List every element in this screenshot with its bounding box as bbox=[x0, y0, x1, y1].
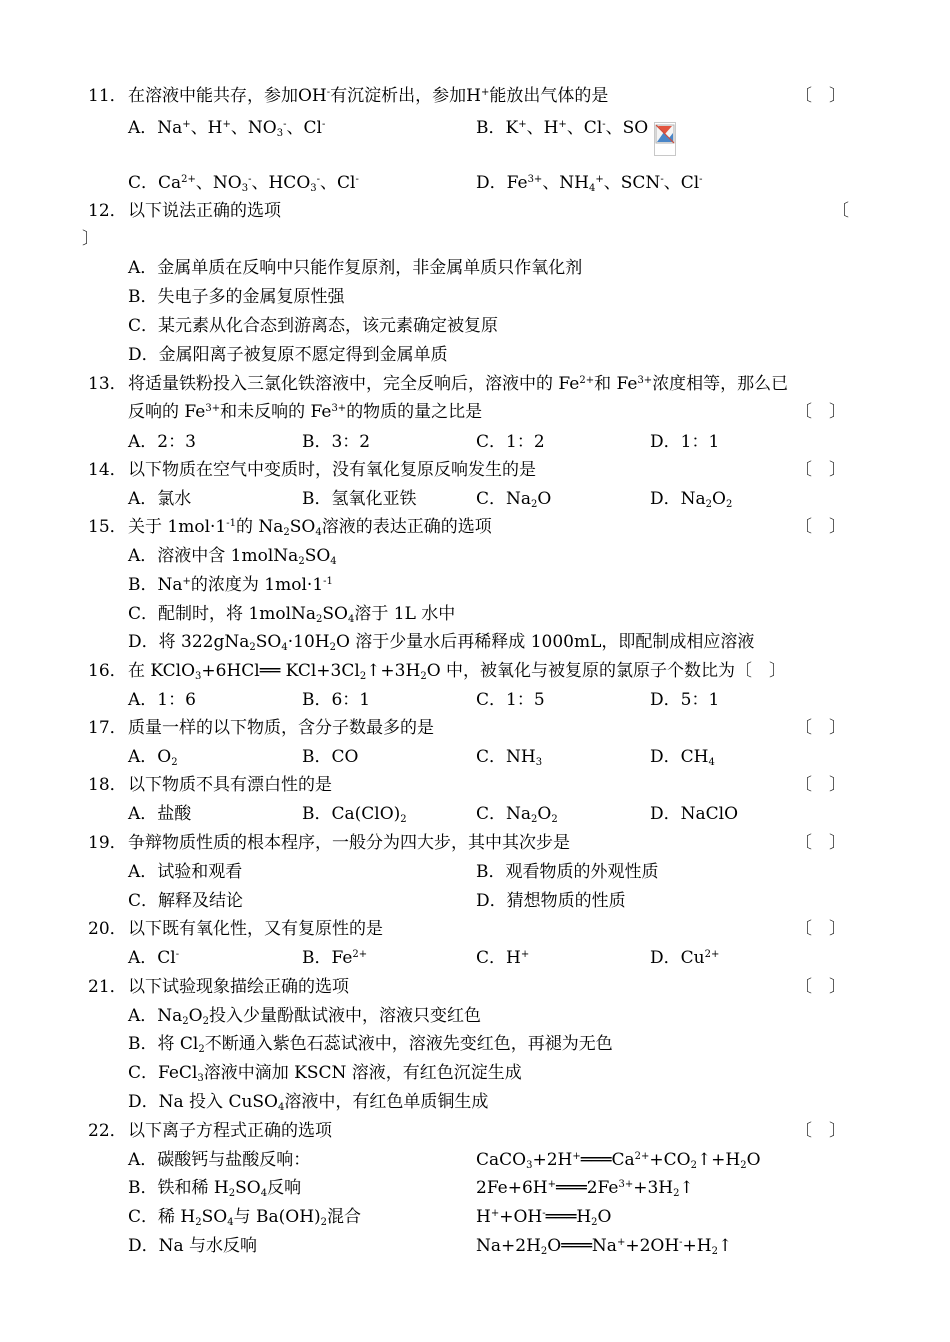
question-21-option-a: A．$Na_2O_2$投入少量酚酞试液中，溶液只变红色 bbox=[128, 1006, 481, 1027]
question-16-stem: 在 KClO$_3$+6HCl══ $KCl+3Cl_2↑+3H_2O$ 中，被氧化与被复原的氯原子个数比为〔 〕 bbox=[128, 661, 787, 682]
question-18-bracket: 〔 〕 bbox=[795, 775, 846, 795]
question-19-option-c: C．解释及结论 bbox=[128, 891, 244, 911]
question-20-bracket: 〔 〕 bbox=[795, 919, 846, 939]
question-11-number: 11． bbox=[88, 86, 127, 106]
question-16-option-c: C．1：5 bbox=[476, 690, 545, 710]
question-14-bracket: 〔 〕 bbox=[795, 460, 846, 480]
question-15-option-a: A．溶液中含 $1molNa_2SO_4$ bbox=[128, 546, 337, 567]
question-12-option-b: B．失电子多的金属复原性强 bbox=[128, 287, 345, 307]
question-22-equation-c: $H^++OH^-═══H_2O$ bbox=[476, 1207, 612, 1228]
question-12-bracket-open: 〔 bbox=[832, 201, 849, 221]
question-11-option-b: B．K+、H+、Cl-、SO bbox=[476, 118, 649, 138]
question-21-option-b: B．将 $Cl_2$不断通入紫色石蕊试液中，溶液先变红色，再褪为无色 bbox=[128, 1034, 613, 1055]
question-11-option-a: A．Na+、H+、$NO_3^-$、Cl- bbox=[128, 118, 326, 139]
question-19-bracket: 〔 〕 bbox=[795, 833, 846, 853]
question-19-option-b: B．观看物质的外观性质 bbox=[476, 862, 659, 882]
question-13-option-c: C．1：2 bbox=[476, 432, 545, 452]
question-22-equation-d: $Na+2H_2O═══Na^++2OH^-+H_2↑$ bbox=[476, 1236, 733, 1257]
question-21-number: 21． bbox=[88, 977, 127, 997]
question-13-option-b: B．3：2 bbox=[302, 432, 371, 452]
question-22-option-a: A．碳酸钙与盐酸反响： bbox=[128, 1150, 311, 1170]
question-22-bracket: 〔 〕 bbox=[795, 1121, 846, 1141]
question-20-option-c: C．H+ bbox=[476, 948, 530, 968]
question-11-option-d: D．$Fe^{3+}$、$NH_4^+$、SCN-、Cl- bbox=[476, 173, 703, 194]
question-12-option-a: A．金属单质在反响中只能作复原剂，非金属单质只作氧化剂 bbox=[128, 258, 583, 278]
question-18-option-d: D．NaClO bbox=[650, 804, 739, 824]
question-22-option-b: B．铁和稀 $H_2SO_4$反响 bbox=[128, 1178, 302, 1199]
question-13-bracket: 〔 〕 bbox=[795, 402, 846, 422]
question-15-option-c: C．配制时，将 $1molNa_2SO_4$溶于 1L 水中 bbox=[128, 604, 456, 625]
question-20-option-a: A．Cl- bbox=[128, 948, 180, 968]
question-17-stem: 质量一样的以下物质，含分子数最多的是 bbox=[128, 718, 434, 738]
question-13-number: 13． bbox=[88, 374, 127, 394]
question-19-option-a: A．试验和观看 bbox=[128, 862, 243, 882]
question-22-option-c: C．稀 $H_2SO_4$与 $Ba(OH)_2$混合 bbox=[128, 1207, 362, 1228]
question-12-number: 12． bbox=[88, 201, 127, 221]
question-16-option-b: B．6：1 bbox=[302, 690, 371, 710]
question-14-stem: 以下物质在空气中变质时，没有氧化复原反响发生的是 bbox=[128, 460, 536, 480]
question-11-stem: 在溶液中能共存，参加OH-有沉淀析出，参加H+能放出气体的是 bbox=[128, 86, 609, 106]
question-18-number: 18． bbox=[88, 775, 127, 795]
question-17-option-b: B．CO bbox=[302, 747, 359, 767]
question-12-bracket-close: 〕 bbox=[82, 229, 99, 249]
question-17-number: 17． bbox=[88, 718, 127, 738]
question-18-stem: 以下物质不具有漂白性的是 bbox=[128, 775, 332, 795]
question-16-option-d: D．5：1 bbox=[650, 690, 720, 710]
question-16-number: 16． bbox=[88, 661, 127, 681]
question-15-option-d: D．将 $322gNa_2SO_4\cdot 10H_2O$ 溶于少量水后再稀释成 1000mL，即配制成相应溶液 bbox=[128, 632, 755, 653]
question-17-bracket: 〔 〕 bbox=[795, 718, 846, 738]
question-22-number: 22． bbox=[88, 1121, 127, 1141]
question-19-number: 19． bbox=[88, 833, 127, 853]
question-18-option-a: A．盐酸 bbox=[128, 804, 192, 824]
question-17-option-d: D．$CH_4$ bbox=[650, 747, 715, 768]
question-20-stem: 以下既有氧化性，又有复原性的是 bbox=[128, 919, 383, 939]
question-20-option-b: B．$Fe^{2+}$ bbox=[302, 948, 368, 968]
question-14-option-b: B．氢氧化亚铁 bbox=[302, 489, 417, 509]
question-14-option-c: C．$Na_2O$ bbox=[476, 489, 552, 510]
question-16-option-a: A．1：6 bbox=[128, 690, 196, 710]
question-22-equation-a: $CaCO_3+2H^+═══Ca^{2+}+CO_2↑+H_2O$ bbox=[476, 1150, 761, 1171]
question-22-option-d: D．Na 与水反响 bbox=[128, 1236, 258, 1256]
question-15-number: 15． bbox=[88, 517, 127, 537]
question-13-option-d: D．1：1 bbox=[650, 432, 720, 452]
question-21-bracket: 〔 〕 bbox=[795, 977, 846, 997]
question-22-stem: 以下离子方程式正确的选项 bbox=[128, 1121, 332, 1141]
question-20-option-d: D．$Cu^{2+}$ bbox=[650, 948, 720, 968]
question-11-bracket: 〔 〕 bbox=[795, 86, 846, 106]
question-12-option-d: D．金属阳离子被复原不愿定得到金属单质 bbox=[128, 345, 448, 365]
question-19-option-d: D．猜想物质的性质 bbox=[476, 891, 626, 911]
broken-image-icon bbox=[654, 122, 676, 156]
question-13-stem: 将适量铁粉投入三氯化铁溶液中，完全反响后，溶液中的 $Fe^{2+}$和 $Fe^{3+}$浓度相等，那么已 bbox=[128, 374, 789, 394]
question-14-number: 14． bbox=[88, 460, 127, 480]
question-13-stem-line2: 反响的 $Fe^{3+}$和未反响的 $Fe^{3+}$的物质的量之比是 bbox=[128, 402, 483, 422]
question-18-option-c: C．$Na_2O_2$ bbox=[476, 804, 558, 825]
question-12-stem: 以下说法正确的选项 bbox=[128, 201, 281, 221]
question-15-bracket: 〔 〕 bbox=[795, 517, 846, 537]
question-15-option-b: B．Na+的浓度为 $1mol\cdot 1^{-1}$ bbox=[128, 575, 333, 595]
question-17-option-a: A．$O_2$ bbox=[128, 747, 178, 768]
question-18-option-b: B．$Ca(ClO)_2$ bbox=[302, 804, 407, 825]
question-17-option-c: C．$NH_3$ bbox=[476, 747, 543, 768]
question-12-option-c: C．某元素从化合态到游离态，该元素确定被复原 bbox=[128, 316, 499, 336]
question-13-option-a: A．2：3 bbox=[128, 432, 196, 452]
question-21-stem: 以下试验现象描绘正确的选项 bbox=[128, 977, 349, 997]
question-11-option-c: C．$Ca^{2+}$、$NO_3^-$、$HCO_3^-$、Cl- bbox=[128, 173, 359, 194]
question-21-option-d: D．Na 投入 CuSO$_4$溶液中，有红色单质铜生成 bbox=[128, 1092, 489, 1113]
question-21-option-c: C．FeCl$_3$溶液中滴加 KSCN 溶液，有红色沉淀生成 bbox=[128, 1063, 522, 1084]
question-20-number: 20． bbox=[88, 919, 127, 939]
question-19-stem: 争辩物质性质的根本程序，一般分为四大步，其中其次步是 bbox=[128, 833, 570, 853]
question-14-option-a: A．氯水 bbox=[128, 489, 192, 509]
question-15-stem: 关于 $1mol\cdot 1^{-1}$的 $Na_2SO_4$溶液的表达正确的选项 bbox=[128, 517, 492, 538]
question-14-option-d: D．$Na_2O_2$ bbox=[650, 489, 733, 510]
question-22-equation-b: $2Fe+6H^+═══2Fe^{3+}+3H_2↑$ bbox=[476, 1178, 694, 1199]
